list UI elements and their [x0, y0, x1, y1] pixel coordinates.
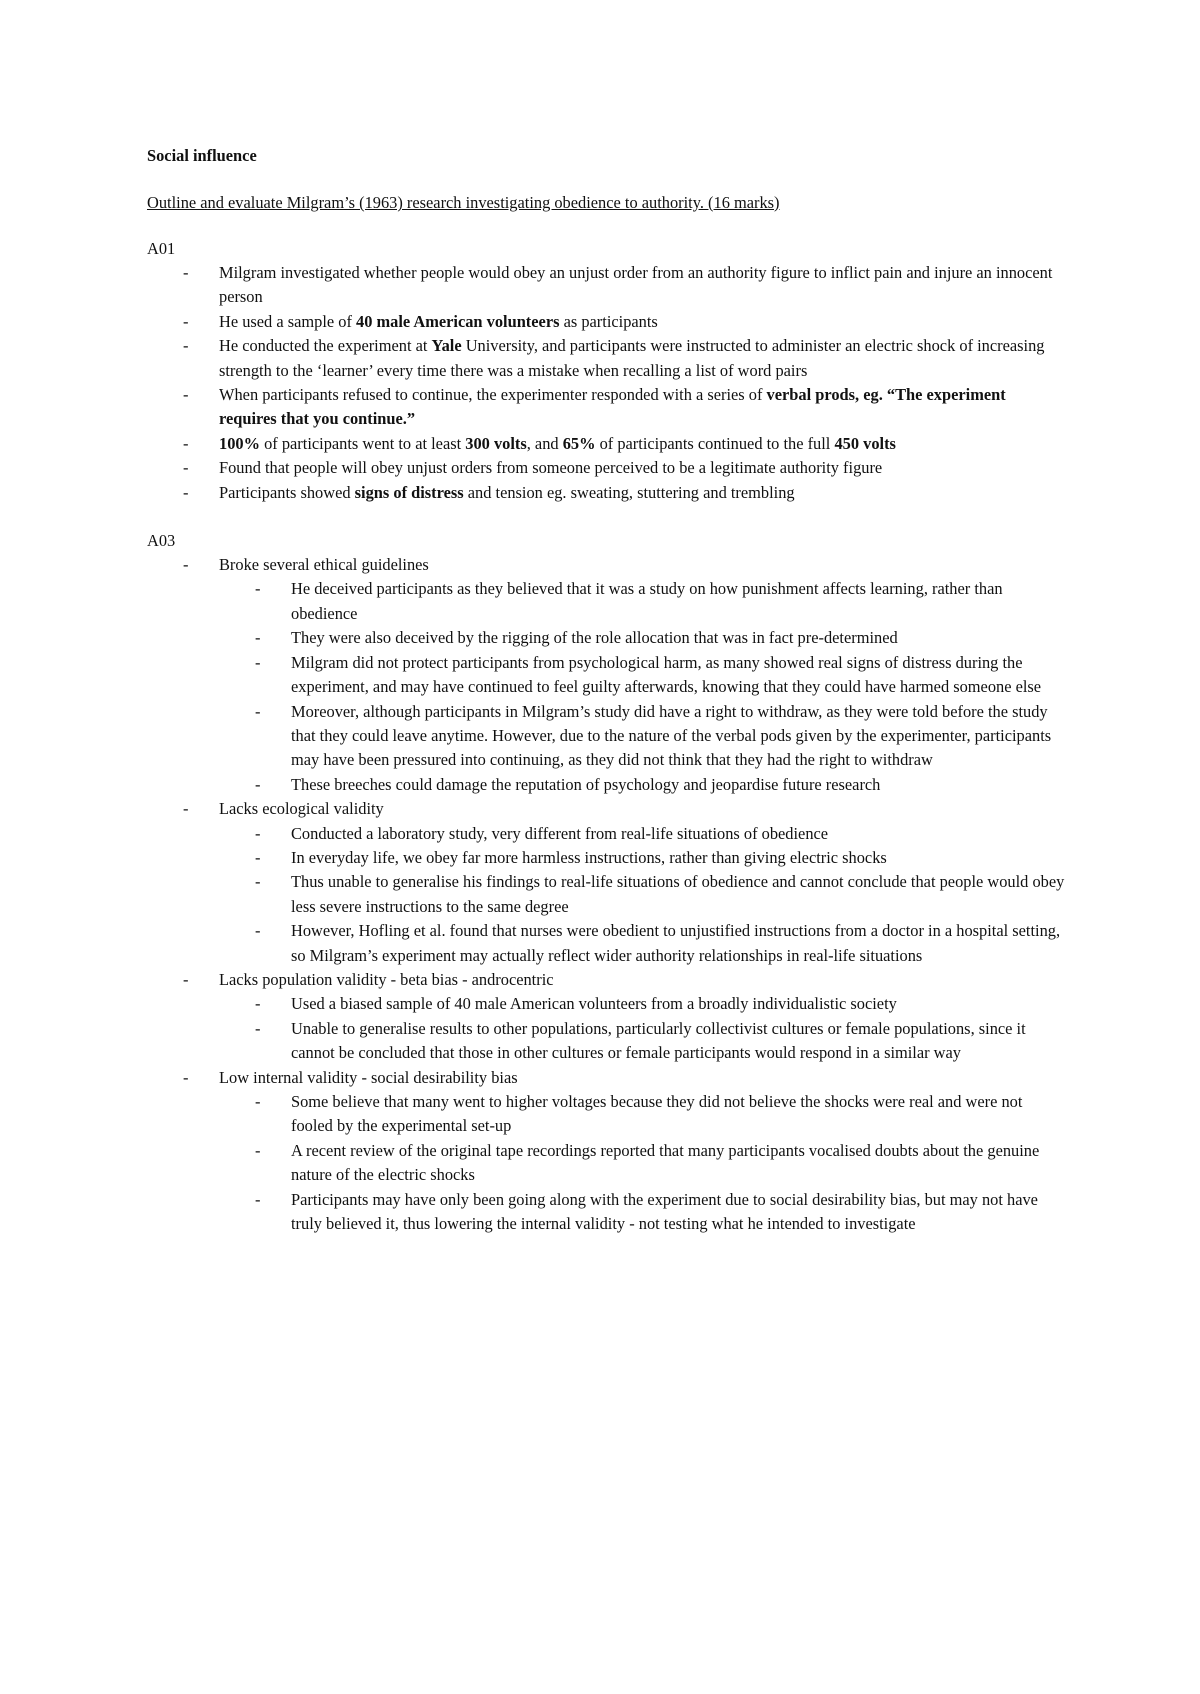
- ao3-subpoint-list: [219, 992, 1067, 1065]
- point-text: Milgram investigated whether people would obey an unjust order from an authority figure to inflict pain and injure an innocent person: [219, 263, 1053, 307]
- ao3-subpoint: [219, 870, 1067, 919]
- point-text: and tension eg. sweating, stuttering and trembling: [463, 482, 795, 502]
- ao3-subpoint: [219, 822, 1067, 846]
- point-text: He conducted the experiment at: [219, 336, 432, 356]
- bullet-dash: -: [255, 921, 261, 941]
- bullet-dash: -: [183, 799, 189, 819]
- ao1-point: [147, 432, 1067, 456]
- ao1-point: [147, 310, 1067, 334]
- bullet-dash: -: [183, 969, 189, 989]
- bullet-dash: -: [183, 458, 189, 478]
- subpoint-text: Thus unable to generalise his findings to real-life situations of obedience and cannot conclude that people would obey less severe instructions to the same degree: [291, 872, 1065, 916]
- bullet-dash: -: [183, 555, 189, 575]
- subpoint-text: Some believe that many went to higher voltages because they did not believe the shocks were real and were not fooled by the experimental set-up: [291, 1092, 1023, 1136]
- bullet-dash: -: [183, 385, 189, 405]
- ao3-subpoint: [219, 1090, 1067, 1139]
- essay-question: Outline and evaluate Milgram’s (1963) research investigating obedience to authority. (16 marks): [147, 193, 780, 212]
- bullet-dash: -: [183, 482, 189, 502]
- emphasis-text: 100%: [219, 433, 260, 453]
- ao3-point: [147, 553, 1067, 797]
- point-text: University, and participants were instructed to administer an electric shock of increasing strength to the ‘learner’ every time there was a mistake when recalling a list of word pairs: [219, 336, 1045, 380]
- ao3-point-label: Lacks ecological validity: [219, 799, 384, 819]
- subpoint-text: These breeches could damage the reputation of psychology and jeopardise future research: [291, 774, 881, 794]
- subpoint-text: In everyday life, we obey far more harmless instructions, rather than giving electric shocks: [291, 847, 887, 867]
- point-text: Found that people will obey unjust orders from someone perceived to be a legitimate authority figure: [219, 458, 883, 478]
- subpoint-text: However, Hofling et al. found that nurses were obedient to unjustified instructions from a doctor in a hospital setting, so Milgram’s experiment may actually reflect wider authority relationships in real-life situations: [291, 921, 1061, 965]
- ao3-subpoint: [219, 651, 1067, 700]
- ao3-subpoint: [219, 577, 1067, 626]
- subpoint-text: A recent review of the original tape recordings reported that many participants vocalised doubts about the genuine nature of the electric shocks: [291, 1140, 1040, 1185]
- document-page: [147, 144, 1067, 1236]
- bullet-dash: -: [255, 628, 261, 648]
- ao1-point: [147, 456, 1067, 480]
- ao3-subpoint: [219, 626, 1067, 650]
- emphasis-text: 450 volts: [834, 433, 896, 453]
- ao3-heading: A03: [147, 531, 176, 551]
- bullet-dash: -: [255, 1189, 261, 1209]
- document-title: Social influence: [147, 146, 257, 165]
- bullet-dash: -: [255, 872, 261, 892]
- ao3-list: [147, 553, 1067, 1236]
- point-text: of participants went to at least: [259, 433, 466, 453]
- subpoint-text: Conducted a laboratory study, very different from real-life situations of obedience: [291, 823, 829, 843]
- subpoint-text: Moreover, although participants in Milgram’s study did have a right to withdraw, as they were told before the study that they could leave anytime. However, due to the nature of the verbal pods given by the experimenter, participants may have been pressured into continuing, as they did not think that they had the right to withdraw: [291, 701, 1052, 770]
- bullet-dash: -: [255, 579, 261, 599]
- ao3-point: [147, 968, 1067, 1066]
- ao3-subpoint: [219, 1188, 1067, 1237]
- point-text: of participants continued to the full: [595, 433, 835, 453]
- bullet-dash: -: [255, 701, 261, 721]
- ao3-point: [147, 797, 1067, 968]
- emphasis-text: 65%: [562, 433, 596, 453]
- point-text: When participants refused to continue, the experimenter responded with a series of: [219, 385, 767, 405]
- emphasis-text: 300 volts: [465, 433, 527, 453]
- bullet-dash: -: [255, 823, 261, 843]
- emphasis-text: signs of distress: [354, 482, 464, 502]
- ao1-point: [147, 334, 1067, 383]
- subpoint-text: Used a biased sample of 40 male American volunteers from a broadly individualistic society: [291, 994, 897, 1014]
- ao3-subpoint: [219, 919, 1067, 968]
- ao3-point: [147, 1066, 1067, 1237]
- bullet-dash: -: [255, 1092, 261, 1111]
- ao3-subpoint: [219, 846, 1067, 870]
- ao1-list: [147, 261, 1067, 505]
- point-text: as participants: [559, 311, 658, 331]
- ao3-point-label: Low internal validity - social desirability bias: [219, 1067, 518, 1087]
- subpoint-text: They were also deceived by the rigging of the role allocation that was in fact pre-determined: [291, 628, 898, 648]
- subpoint-text: Unable to generalise results to other populations, particularly collectivist cultures or female populations, since it cannot be concluded that those in other cultures or female participants would respond in a similar way: [291, 1018, 1026, 1063]
- bullet-dash: -: [255, 1018, 261, 1038]
- bullet-dash: -: [255, 774, 261, 794]
- ao3-subpoint-list: [219, 1090, 1067, 1236]
- ao1-heading: A01: [147, 239, 176, 258]
- point-text: He used a sample of: [219, 311, 356, 331]
- ao3-point-label: Lacks population validity - beta bias - androcentric: [219, 969, 554, 989]
- ao3-subpoint: [219, 773, 1067, 797]
- bullet-dash: -: [183, 1067, 189, 1087]
- ao3-subpoint: [219, 1017, 1067, 1066]
- subpoint-text: Milgram did not protect participants from psychological harm, as many showed real signs of distress during the experiment, and may have continued to feel guilty afterwards, knowing that they could have harmed someone else: [291, 652, 1042, 697]
- point-text: Participants showed: [219, 482, 355, 502]
- ao1-point: [147, 481, 1067, 505]
- bullet-dash: -: [255, 652, 261, 672]
- subpoint-text: He deceived participants as they believed that it was a study on how punishment affects learning, rather than obedience: [291, 579, 1003, 623]
- emphasis-text: Yale: [431, 336, 462, 356]
- ao3-subpoint: [219, 1139, 1067, 1188]
- emphasis-text: verbal prods, eg. “The experiment requires that you continue.”: [219, 385, 1006, 429]
- ao3-subpoint-list: [219, 822, 1067, 968]
- bullet-dash: -: [183, 263, 189, 282]
- bullet-dash: -: [183, 336, 189, 356]
- bullet-dash: -: [255, 847, 261, 867]
- bullet-dash: -: [183, 311, 189, 331]
- ao3-subpoint: [219, 992, 1067, 1016]
- emphasis-text: 40 male American volunteers: [356, 311, 560, 331]
- ao3-subpoint-list: [219, 577, 1067, 797]
- point-text: , and: [526, 433, 563, 453]
- ao1-point: [147, 261, 1067, 310]
- bullet-dash: -: [255, 1140, 261, 1160]
- subpoint-text: Participants may have only been going along with the experiment due to social desirability bias, but may not have truly believed it, thus lowering the internal validity - not testing what he intended to investigate: [291, 1189, 1038, 1234]
- ao3-subpoint: [219, 700, 1067, 773]
- ao1-point: [147, 383, 1067, 432]
- bullet-dash: -: [255, 994, 261, 1014]
- ao3-point-label: Broke several ethical guidelines: [219, 555, 429, 575]
- bullet-dash: -: [183, 433, 189, 453]
